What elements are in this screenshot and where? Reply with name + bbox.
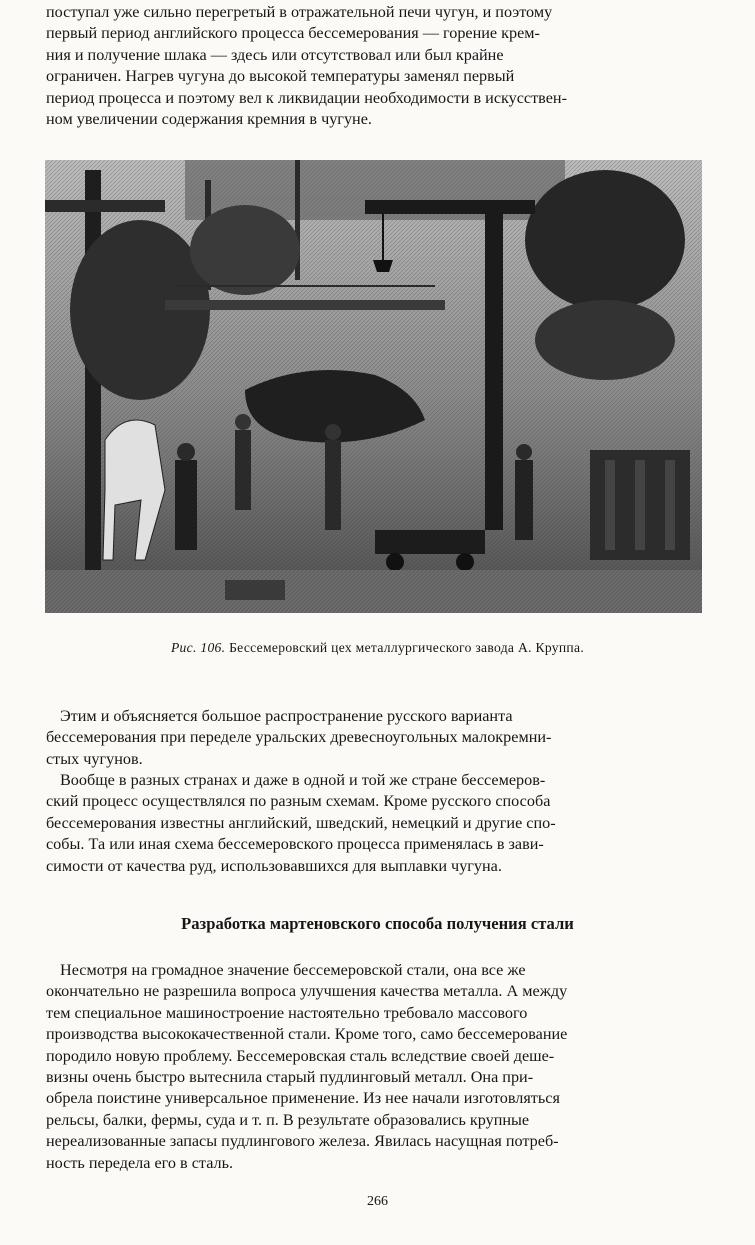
text-line: обрела поистине универсальное применение. Из нее начали изготовляться	[46, 1089, 560, 1108]
text-line: ограничен. Нагрев чугуна до высокой температуры заменял первый	[46, 67, 515, 86]
text-line: бессемерования при переделе уральских древесноугольных малокремни-	[46, 728, 552, 747]
text-line: Этим и объясняется большое распространение русского варианта	[60, 707, 513, 725]
text-line: собы. Та или иная схема бессемеровского процесса применялась в зави-	[46, 835, 544, 854]
text-line: производства высококачественной стали. Кроме того, само бессемерование	[46, 1025, 568, 1044]
text-line: окончательно не разрешила вопроса улучшения качества металла. А между	[46, 982, 568, 1001]
text-line: породило новую проблему. Бессемеровская сталь вследствие своей деше-	[46, 1046, 555, 1065]
text-line: первый период английского процесса бессемерования — горение крем-	[46, 24, 540, 43]
text-line: Несмотря на громадное значение бессемеровской стали, она все же	[60, 961, 526, 979]
paragraph-middle-1	[46, 706, 734, 770]
figure-caption	[0, 640, 755, 656]
paragraph-middle-2	[46, 770, 734, 877]
page-number: 266	[367, 1194, 388, 1209]
engraving-illustration	[45, 160, 702, 613]
text-line: бессемерования известны английский, шведский, немецкий и другие спо-	[46, 813, 556, 832]
factory-engraving	[45, 160, 702, 613]
text-line: рельсы, балки, фермы, суда и т. п. В результате образовались крупные	[46, 1110, 530, 1129]
text-line: стых чугунов.	[46, 749, 143, 768]
text-line: ном увеличении содержания кремния в чугуне.	[46, 110, 372, 129]
text-line: визны очень быстро вытеснила старый пудлинговый металл. Она при-	[46, 1068, 534, 1087]
text-line: нереализованные запасы пудлингового железа. Явилась насущная потреб-	[46, 1132, 559, 1151]
paragraph-bottom	[46, 960, 734, 1174]
paragraph-top	[46, 2, 734, 130]
text-line: период процесса и поэтому вел к ликвидации необходимости в искусствен-	[46, 88, 567, 107]
text-line: тем специальное машиностроение настоятельно требовало массового	[46, 1003, 528, 1022]
text-line: Вообще в разных странах и даже в одной и той же стране бессемеров-	[60, 771, 546, 789]
text-line: ния и получение шлака — здесь или отсутствовал или был крайне	[46, 45, 504, 64]
figure-caption-text: Бессемеровский цех металлургического завода А. Круппа.	[229, 640, 585, 655]
figure-caption-label: Рис. 106.	[170, 640, 226, 655]
text-line: поступал уже сильно перегретый в отражательной печи чугун, и поэтому	[46, 3, 553, 21]
text-line: ский процесс осуществлялся по разным схемам. Кроме русского способа	[46, 792, 551, 811]
section-heading: Разработка мартеновского способа получения стали	[181, 914, 574, 933]
text-line: симости от качества руд, использовавшихся для выплавки чугуна.	[46, 856, 502, 875]
text-line: ность передела его в сталь.	[46, 1153, 234, 1172]
